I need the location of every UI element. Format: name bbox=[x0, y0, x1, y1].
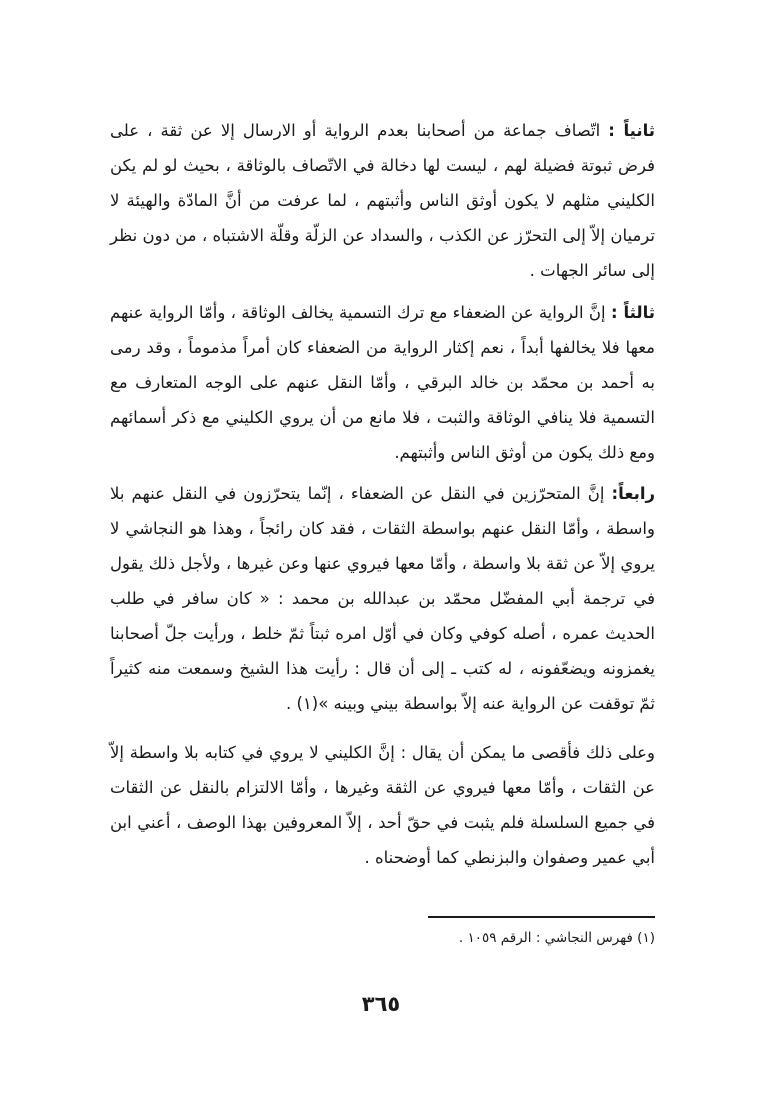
paragraph-second-point bbox=[110, 113, 655, 288]
paragraph-lead: رابعاً: bbox=[611, 484, 655, 503]
paragraph-lead: ثانياً : bbox=[608, 121, 655, 140]
paragraph-text: وعلى ذلك فأقصى ما يمكن أن يقال : إنَّ الكليني لا يروي في كتابه بلا واسطة إلاّ عن الثقات ، وأمّا معها فيروي عن الثقة وغيرها ، وأمّا الالتزام بالنقل عن الثقات في جميع السلسلة فلم يثبت في حقّ أحد ، إلاّ المعروفين بهذا الوصف ، أعني ابن أبي عمير وصفوان والبزنطي كما أوضحناه . bbox=[110, 743, 655, 867]
paragraph-text: إنَّ المتحرّزين في النقل عن الضعفاء ، إنّما يتحرّزون في النقل عنهم بلا واسطة ، وأمّا النقل عنهم بواسطة الثقات ، فقد كان رائجاً ، وهذا هو النجاشي لا يروي إلاّ عن ثقة بلا واسطة ، وأمّا معها فيروي عنها وعن غيرها ، ولأجل ذلك يقول في ترجمة أبي المفضّل محمّد بن عبدالله بن محمد : « كان سافر في طلب الحديث عمره ، أصله كوفي وكان في أوّل امره ثبتاً ثمّ خلط ، ورأيت جلّ أصحابنا يغمزونه ويضعّفونه ، له كتب ـ إلى أن قال : رأيت هذا الشيخ وسمعت منه كثيراً ثمّ توقفت عن الرواية عنه إلاّ بواسطة بيني وبينه »(١) . bbox=[110, 484, 655, 713]
paragraph-third-point bbox=[110, 295, 655, 470]
paragraph-text: إنَّ الرواية عن الضعفاء مع ترك التسمية يخالف الوثاقة ، وأمّا الرواية عنهم معها فلا يخالفها أبداً ، نعم إكثار الرواية من الضعفاء كان أمراً مذموماً ، وقد رمى به أحمد بن محمّد بن خالد البرقي ، وأمّا النقل عنهم على الوجه المتعارف مع التسمية فلا ينافي الوثاقة والثبت ، فلا مانع من أن يروي الكليني مع ذكر أسمائهم ومع ذلك يكون من أوثق الناس وأثبتهم. bbox=[110, 303, 655, 462]
footnote-divider bbox=[428, 916, 655, 918]
footnote: (١) فهرس النجاشي : الرقم ١٠٥٩ . bbox=[458, 930, 655, 946]
paragraph-text: اتّصاف جماعة من أصحابنا بعدم الرواية أو الارسال إلا عن ثقة ، على فرض ثبوتة فضيلة لهم ، ليست لها دخالة في الاتّصاف بالوثاقة ، بحيث لو لم يكن الكليني مثلهم لا يكون أوثق الناس وأثبتهم ، لما عرفت من أنَّ المادّة والهيئة لا ترميان إلاّ إلى التحرّز عن الكذب ، والسداد عن الزلّة وقلّة الاشتباه ، من دون نظر إلى سائر الجهات . bbox=[110, 121, 655, 280]
paragraph-conclusion bbox=[110, 735, 655, 875]
paragraph-lead: ثالثاً : bbox=[611, 303, 655, 322]
page-number: ٣٦٥ bbox=[361, 992, 401, 1016]
paragraph-fourth-point bbox=[110, 476, 655, 721]
